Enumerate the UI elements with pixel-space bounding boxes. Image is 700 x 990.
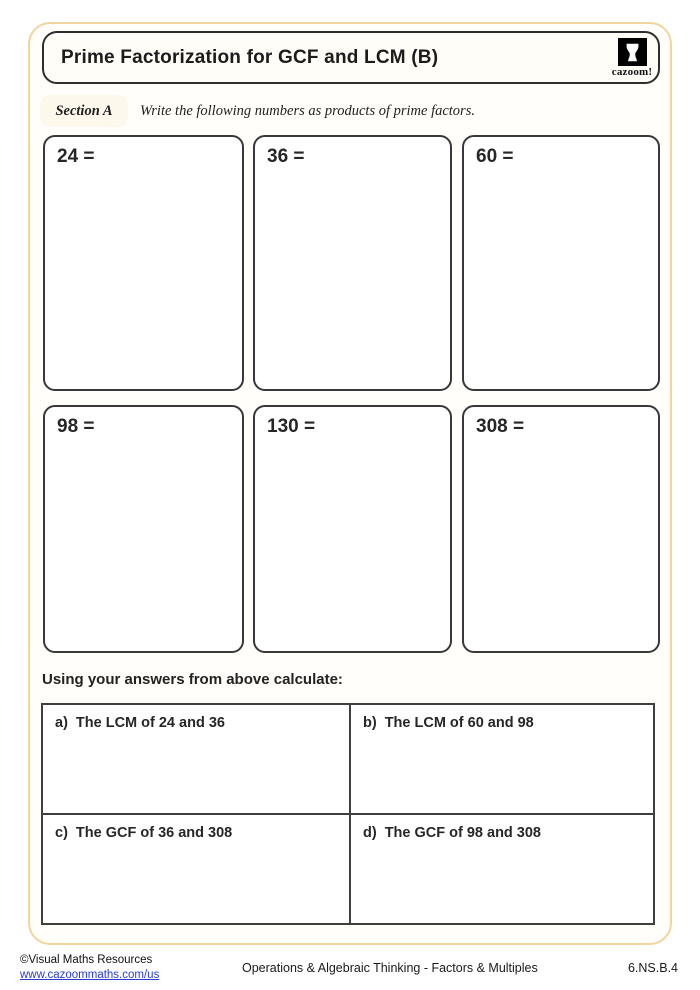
djembe-drum-icon (618, 38, 647, 66)
factor-box-label: 60 = (476, 146, 514, 167)
section-a-badge (40, 95, 128, 127)
section-b-heading: Using your answers from above calculate: (42, 671, 343, 688)
cazoom-logo (607, 38, 657, 78)
answer-cell-c (43, 815, 351, 923)
problem-prefix: b) (363, 715, 377, 731)
answer-cell-d (351, 815, 653, 923)
section-a-label: Section A (55, 102, 113, 119)
footer-attribution (20, 953, 159, 982)
factor-box-308 (462, 405, 660, 653)
factor-box-label: 98 = (57, 416, 95, 437)
footer-topic: Operations & Algebraic Thinking - Factors & Multiples (242, 961, 538, 975)
website-link[interactable]: www.cazoommaths.com/us (20, 968, 160, 981)
worksheet-title-box (42, 31, 660, 84)
factor-box-label: 24 = (57, 146, 95, 167)
standard-code: 6.NS.B.4 (627, 961, 678, 975)
factor-box-label: 36 = (267, 146, 305, 167)
answer-cell-a (43, 705, 351, 815)
logo-wordmark: cazoom! (611, 66, 653, 78)
problem-prefix: c) (55, 825, 68, 841)
factor-box-label: 130 = (267, 416, 316, 437)
factor-box-24 (43, 135, 244, 391)
factor-box-label: 308 = (476, 416, 525, 437)
factor-box-36 (253, 135, 452, 391)
page-title: Prime Factorization for GCF and LCM (B) (61, 46, 439, 68)
problem-text: The GCF of 98 and 308 (384, 825, 542, 841)
copyright-text: ©Visual Maths Resources (20, 954, 153, 966)
section-a-instruction: Write the following numbers as products of prime factors. (140, 102, 475, 119)
factor-box-98 (43, 405, 244, 653)
problem-text: The GCF of 36 and 308 (75, 825, 233, 841)
answer-table (41, 703, 655, 925)
answer-cell-b (351, 705, 653, 815)
problem-text: The LCM of 60 and 98 (384, 715, 534, 731)
problem-text: The LCM of 24 and 36 (75, 715, 225, 731)
problem-prefix: a) (55, 715, 68, 731)
factor-box-130 (253, 405, 452, 653)
problem-prefix: d) (363, 825, 377, 841)
factor-box-60 (462, 135, 660, 391)
